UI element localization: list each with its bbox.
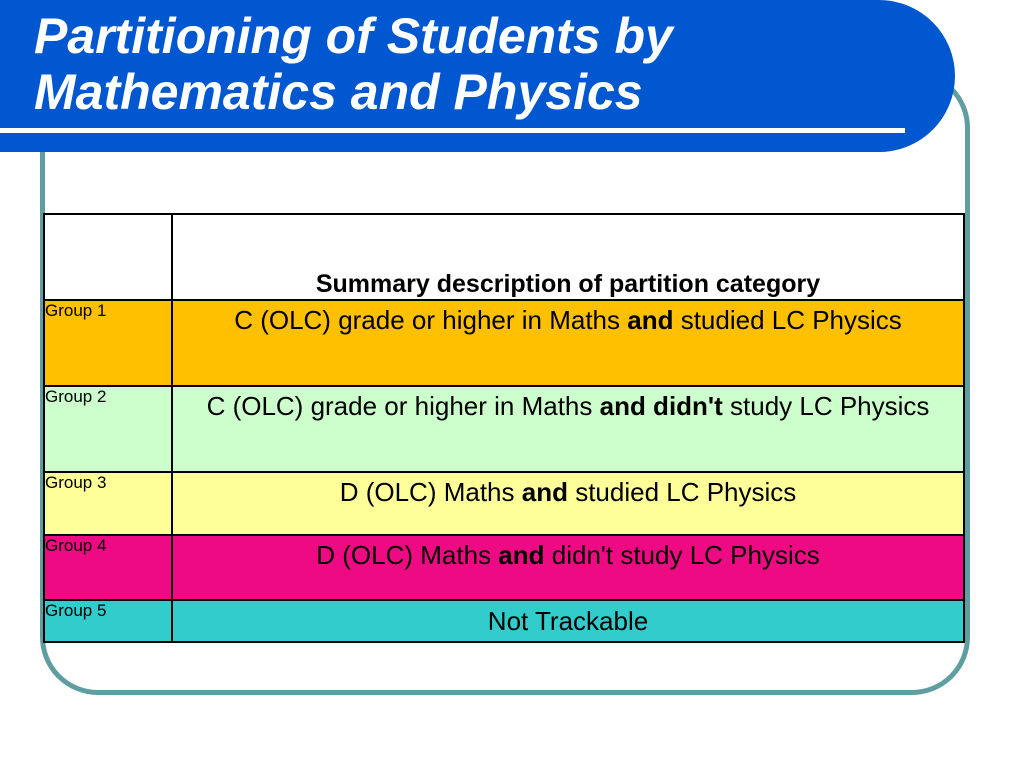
partition-table	[43, 213, 965, 643]
group-description	[172, 600, 964, 642]
desc-bold: and	[627, 305, 674, 335]
header-corner-cell	[44, 214, 172, 300]
group-label: Group 5	[44, 600, 172, 642]
desc-text: study LC Physics	[722, 391, 930, 421]
desc-text: studied LC Physics	[673, 305, 902, 335]
table-header-row	[44, 214, 964, 300]
table-row-group-2	[44, 386, 964, 472]
slide-title	[34, 8, 673, 120]
desc-bold: and didn't	[599, 391, 723, 421]
group-label: Group 4	[44, 535, 172, 600]
desc-text: Not Trackable	[487, 606, 649, 636]
table-row-group-4	[44, 535, 964, 600]
group-label: Group 1	[44, 300, 172, 386]
desc-text: D (OLC) Maths	[316, 540, 499, 570]
group-description	[172, 300, 964, 386]
group-label: Group 2	[44, 386, 172, 472]
desc-text: studied LC Physics	[567, 477, 797, 507]
desc-text: didn't study LC Physics	[544, 540, 820, 570]
group-description	[172, 535, 964, 600]
desc-bold: and	[498, 540, 545, 570]
desc-text: D (OLC) Maths	[339, 477, 522, 507]
table-row-group-5	[44, 600, 964, 642]
desc-text: C (OLC) grade or higher in Maths	[206, 391, 600, 421]
title-line-2: Mathematics and Physics	[34, 64, 643, 120]
title-banner	[0, 0, 955, 152]
group-label: Group 3	[44, 472, 172, 535]
title-line-1: Partitioning of Students by	[34, 8, 673, 64]
table-row-group-3	[44, 472, 964, 535]
summary-header: Summary description of partition category	[172, 214, 964, 300]
group-description	[172, 386, 964, 472]
table-row-group-1	[44, 300, 964, 386]
desc-bold: and	[521, 477, 568, 507]
title-underline	[0, 128, 905, 133]
desc-text: C (OLC) grade or higher in Maths	[234, 305, 628, 335]
group-description	[172, 472, 964, 535]
